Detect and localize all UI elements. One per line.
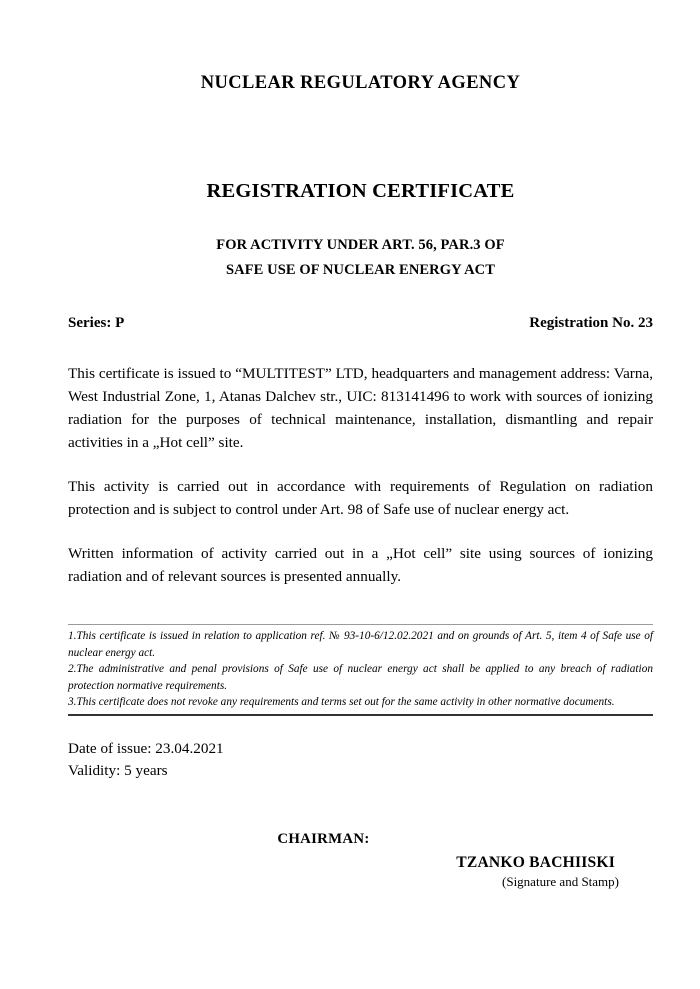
paragraph-reporting: Written information of activity carried out in a „Hot cell” site using sources of ionizing radiation and of relevant sources is presented annually.: [68, 545, 653, 586]
issue-details: [68, 738, 653, 783]
certificate-title: REGISTRATION CERTIFICATE: [206, 180, 515, 203]
registration-number-label: Registration No. 23: [529, 314, 653, 331]
footnote-item: 1.This certificate is issued in relation to application ref. № 93-10-6/12.02.2021 and on grounds of Art. 5, item 4 of Safe use of nuclear energy act.: [68, 630, 653, 659]
certificate-subtitle-line-1: FOR ACTIVITY UNDER ART. 56, PAR.3 OF: [216, 236, 505, 253]
chairman-name: TZANKO BACHIISKI: [456, 853, 615, 871]
date-of-issue: Date of issue: 23.04.2021: [68, 739, 224, 757]
footnotes-block: [68, 624, 653, 715]
agency-title: NUCLEAR REGULATORY AGENCY: [200, 73, 521, 93]
signature-block: [68, 831, 653, 890]
footnote-item: 3.This certificate does not revoke any requirements and terms set out for the same activity in other normative documents.: [68, 696, 615, 709]
certificate-subtitle-line-2: SAFE USE OF NUCLEAR ENERGY ACT: [225, 261, 495, 278]
paragraph-compliance: This activity is carried out in accordance with requirements of Regulation on radiation protection and is subject to control under Art. 98 of Safe use of nuclear energy act.: [68, 478, 653, 519]
certificate-subtitle: [68, 233, 653, 283]
validity: Validity: 5 years: [68, 762, 168, 780]
signature-stamp-note: (Signature and Stamp): [502, 873, 619, 889]
footnote-item: 2.The administrative and penal provisions of Safe use of nuclear energy act shall be applied to any breach of radiation protection normative requirements.: [68, 663, 653, 692]
certificate-content: [68, 0, 653, 890]
series-registration-row: [68, 315, 653, 332]
series-label: Series: P: [68, 314, 125, 331]
paragraph-issued-to: This certificate is issued to “MULTITEST” LTD, headquarters and management address: Varna, West Industrial Zone, 1, Atanas Dalchev str., UIC: 813141496 to work with sources of ionizing radiation for the purposes of technical maintenance, installation, dismantling and repair activities in a „Hot cell” site.: [68, 364, 653, 451]
chairman-label: CHAIRMAN:: [277, 830, 370, 847]
